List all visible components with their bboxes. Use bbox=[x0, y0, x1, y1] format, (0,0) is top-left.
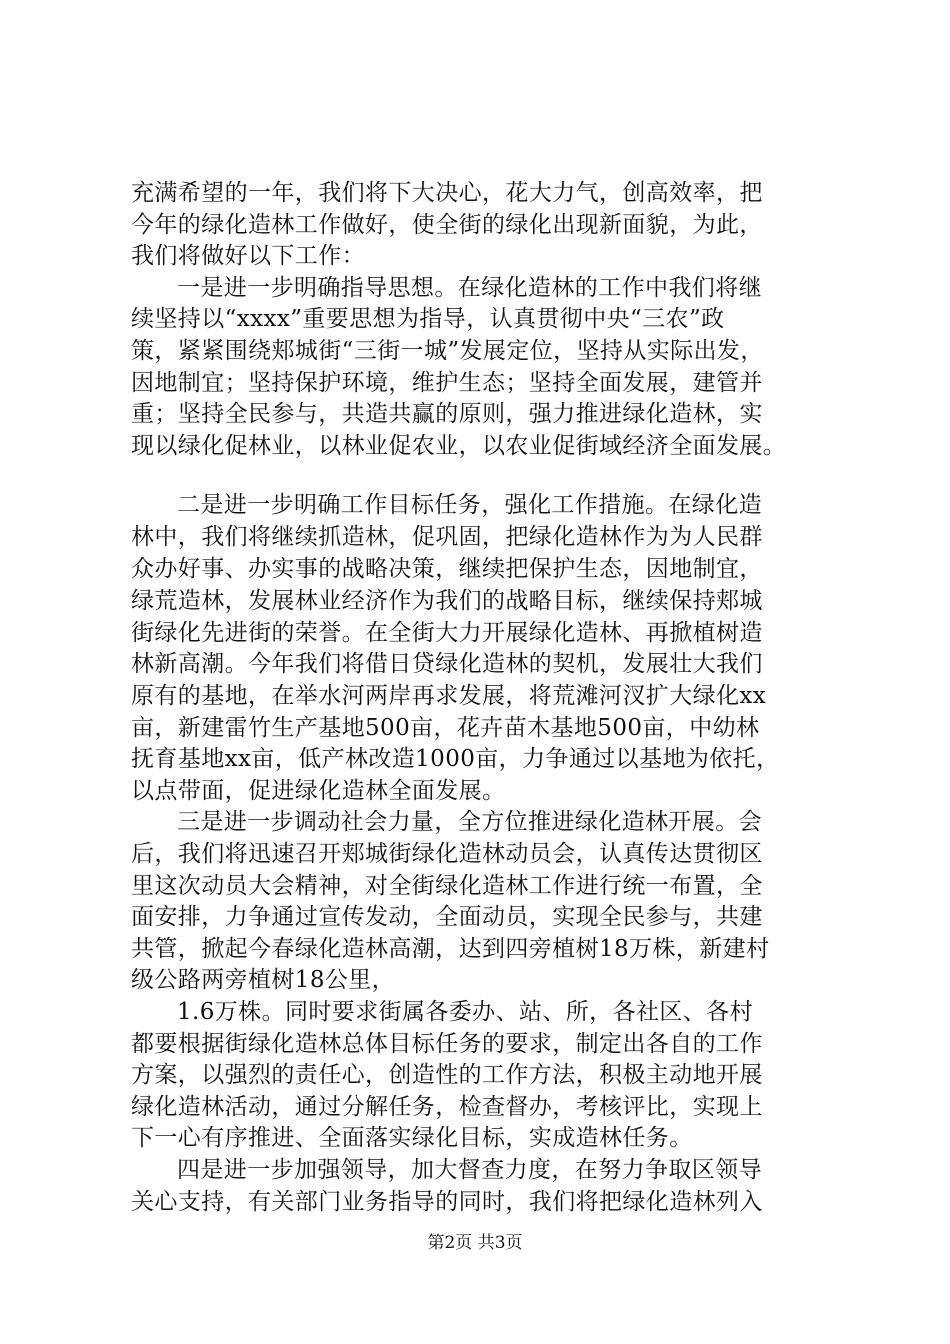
text-line: 林中，我们将继续抓造林，促巩固，把绿化造林作为为人民群 bbox=[131, 524, 763, 550]
text-line: 街绿化先进街的荣誉。在全街大力开展绿化造林、再掀植树造 bbox=[131, 620, 763, 646]
page-number-footer: 第2页 共3页 bbox=[427, 1233, 523, 1253]
text-line: 里这次动员大会精神，对全街绿化造林工作进行统一布置，全 bbox=[131, 873, 763, 899]
text-line: 亩，新建雷竹生产基地500亩，花卉苗木基地500亩，中幼林 bbox=[131, 715, 760, 741]
paragraph-first-line: 1.6万株。同时要求街属各委办、站、所，各社区、各村 bbox=[177, 999, 753, 1025]
text-line: 绿化造林活动，通过分解任务，检查督办，考核评比，实现上 bbox=[131, 1094, 763, 1120]
text-line: 我们将做好以下工作： bbox=[131, 243, 365, 269]
paragraph-first-line: 三是进一步调动社会力量，全方位推进绿化造林开展。会 bbox=[177, 809, 762, 835]
text-line: 因地制宜；坚持保护环境，维护生态；坚持全面发展，建管并 bbox=[131, 370, 763, 396]
text-line: 策，紧紧围绕郏城街“三街一城”发展定位，坚持从实际出发， bbox=[131, 338, 764, 364]
text-line: 共管，掀起今春绿化造林高潮，达到四旁植树18万株，新建村 bbox=[131, 936, 770, 962]
text-line: 后，我们将迅速召开郏城街绿化造林动员会，认真传达贯彻区 bbox=[131, 841, 763, 867]
text-line: 充满希望的一年，我们将下大决心，花大力气，创高效率，把 bbox=[131, 180, 763, 206]
text-line: 续坚持以“xxxx”重要思想为指导，认真贯彻中央“三农”政 bbox=[131, 306, 725, 332]
text-line: 今年的绿化造林工作做好，使全街的绿化出现新面貌，为此， bbox=[131, 212, 763, 238]
text-line: 关心支持，有关部门业务指导的同时，我们将把绿化造林列入 bbox=[131, 1189, 763, 1215]
text-line: 级公路两旁植树18公里， bbox=[131, 967, 396, 993]
text-line: 现以绿化促林业，以林业促农业，以农业促街域经济全面发展。 bbox=[131, 433, 787, 459]
text-line: 以点带面，促进绿化造林全面发展。 bbox=[131, 778, 506, 804]
text-line: 重；坚持全民参与，共造共赢的原则，强力推进绿化造林，实 bbox=[131, 401, 763, 427]
text-line: 下一心有序推进、全面落实绿化目标，实成造林任务。 bbox=[131, 1125, 693, 1151]
paragraph-first-line: 二是进一步明确工作目标任务，强化工作措施。在绿化造 bbox=[177, 492, 762, 518]
text-line: 抚育基地xx亩，低产林改造1000亩，力争通过以基地为依托， bbox=[131, 746, 780, 772]
text-line: 众办好事、办实事的战略决策，继续把保护生态，因地制宜， bbox=[131, 556, 763, 582]
paragraph-first-line: 四是进一步加强领导，加大督查力度，在努力争取区领导 bbox=[177, 1157, 762, 1183]
paragraph-first-line: 一是进一步明确指导思想。在绿化造林的工作中我们将继 bbox=[177, 275, 762, 301]
text-line: 方案，以强烈的责任心，创造性的工作方法，积极主动地开展 bbox=[131, 1062, 763, 1088]
text-line: 面安排，力争通过宣传发动，全面动员，实现全民参与，共建 bbox=[131, 904, 763, 930]
text-line: 原有的基地，在举水河两岸再求发展，将荒滩河汊扩大绿化xx bbox=[131, 683, 767, 709]
text-line: 绿荒造林，发展林业经济作为我们的战略目标，继续保持郏城 bbox=[131, 588, 763, 614]
text-line: 都要根据街绿化造林总体目标任务的要求，制定出各自的工作 bbox=[131, 1031, 763, 1057]
text-line: 林新高潮。今年我们将借日贷绿化造林的契机，发展壮大我们 bbox=[131, 651, 763, 677]
